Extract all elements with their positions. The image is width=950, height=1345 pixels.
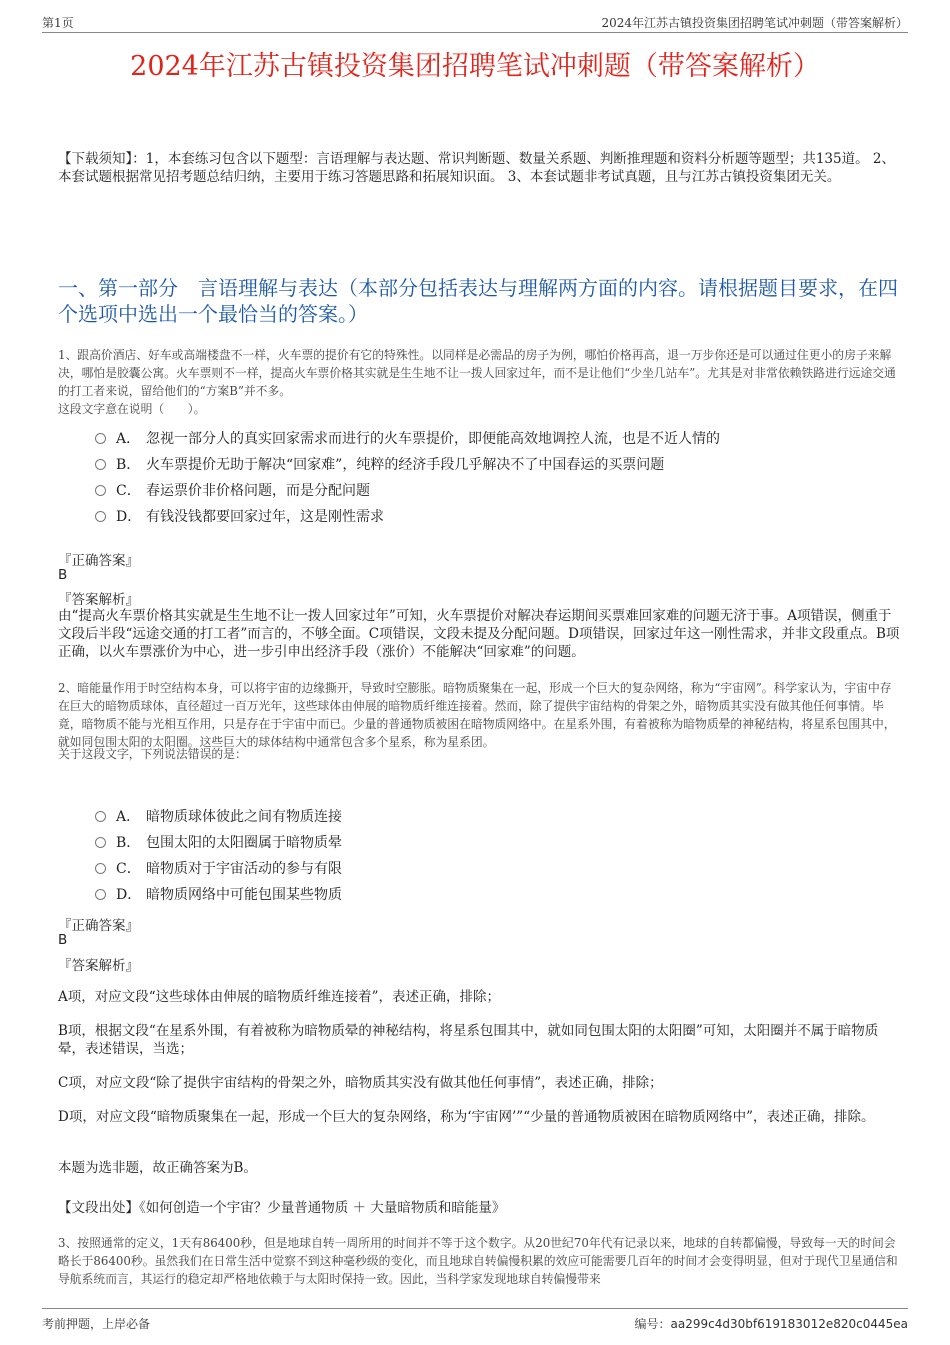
q1-options (95, 426, 875, 530)
radio-icon[interactable] (95, 433, 106, 444)
q2-analysis-c: C项，对应文段“除了提供宇宙结构的骨架之外，暗物质其实没有做其他任何事情”，表述正确，排除； (58, 1075, 663, 1091)
q2-ask: 关于这段文字，下列说法错误的是： (58, 747, 247, 761)
q1-analysis-label: 『答案解析』 (58, 592, 139, 608)
header-doc-title: 2024年江苏古镇投资集团招聘笔试冲刺题（带答案解析） (601, 16, 908, 30)
q2-analysis-label: 『答案解析』 (58, 958, 139, 974)
radio-icon[interactable] (95, 459, 106, 470)
radio-icon[interactable] (95, 485, 106, 496)
page-number: 第1页 (42, 16, 74, 30)
page-footer (42, 1308, 908, 1333)
q1-analysis: 由“提高火车票价格其实就是生生地不让一拨人回家过年”可知，火车票提价对解决春运期间买票难回家难的问题无济于事。A项错误，侧重于文段后半段“远途交通的打工者”而言的，不够全面。C项错误，文段未提及分配问题。D项错误，回家过年这一刚性需求，并非文段重点。B项正确，以火车票涨价为中心，进一步引申出经济手段（涨价）不能解决“回家难”的问题。 (58, 608, 900, 660)
radio-icon[interactable] (95, 511, 106, 522)
footer-slogan: 考前押题，上岸必备 (42, 1317, 151, 1331)
q2-answer: B (58, 932, 68, 948)
radio-icon[interactable] (95, 811, 106, 822)
q2-analysis-b: B项，根据文段“在星系外围，有着被称为暗物质晕的神秘结构，将星系包围其中，就如同包围太阳的太阳圈”可知，太阳圈并不属于暗物质晕，表述错误，当选； (58, 1023, 879, 1057)
q1-answer: B (58, 567, 68, 583)
q2-option-a[interactable]: A． 暗物质球体彼此之间有物质连接 (95, 804, 875, 830)
q1-option-d[interactable]: D． 有钱没钱都要回家过年，这是刚性需求 (95, 504, 875, 530)
q2-analysis-d: D项，对应文段“暗物质聚集在一起，形成一个巨大的复杂网络，称为‘宇宙网’”“少量的普通物质被困在暗物质网络中”，表述正确，排除。 (58, 1109, 875, 1125)
footer-code: 编号：aa299c4d30bf619183012e820c0445ea (634, 1317, 908, 1331)
page-header (42, 10, 908, 33)
radio-icon[interactable] (95, 837, 106, 848)
doc-code: aa299c4d30bf619183012e820c0445ea (670, 1317, 908, 1331)
q2-option-b[interactable]: B． 包围太阳的太阳圈属于暗物质晕 (95, 830, 875, 856)
q1-option-b[interactable]: B． 火车票提价无助于解决“回家难”，纯粹的经济手段几乎解决不了中国春运的买票问题 (95, 452, 875, 478)
q2-option-d[interactable]: D． 暗物质网络中可能包围某些物质 (95, 882, 875, 908)
q2-options (95, 804, 875, 908)
section-heading: 一、第一部分 言语理解与表达（本部分包括表达与理解两方面的内容。请根据题目要求，在四个选项中选出一个最恰当的答案。） (58, 276, 898, 326)
q2-stem: 2、暗能量作用于时空结构本身，可以将宇宙的边缘撕开，导致时空膨胀。暗物质聚集在一起，形成一个巨大的复杂网络，称为“宇宙网”。科学家认为，宇宙中存在巨大的暗物质球体，直径超过一百万光年，这些球体由伸展的暗物质纤维连接着。然而，除了提供宇宙结构的骨架之外，暗物质其实没有做其他任何事情。毕竟，暗物质不能与光相互作用，只是存在于宇宙中而已。少量的普通物质被困在暗物质网络中。在星系外围，有着被称为暗物质晕的神秘结构，将星系包围其中，就如同包围太阳的太阳圈。这些巨大的球体结构中通常包含多个星系，称为星系团。 (58, 681, 896, 749)
q1-answer-label: 『正确答案』 (58, 553, 139, 569)
q2-option-c[interactable]: C． 暗物质对于宇宙活动的参与有限 (95, 856, 875, 882)
download-notice: 【下载须知】：1，本套练习包含以下题型：言语理解与表达题、常识判断题、数量关系题、判断推理题和资料分析题等题型；共135道。 2、本套试题根据常见招考题总结归纳，主要用于练习答题思路和拓展知识面。 3、本套试题非考试真题，且与江苏古镇投资集团无关。 (58, 151, 895, 185)
q3-stem: 3、按照通常的定义，1天有86400秒，但是地球自转一周所用的时间并不等于这个数字。从20世纪70年代有记录以来，地球的自转都偏慢，导致每一天的时间会略长于86400秒。虽然我们在日常生活中觉察不到这种毫秒级的变化，而且地球自转偏慢积累的效应可能需要几百年的时间才会变得明显，但对于现代卫星通信和导航系统而言，其运行的稳定却严格地依赖于与太阳时保持一致。因此，当科学家发现地球自转偏慢带来 (58, 1236, 898, 1286)
q2-source: 【文段出处】《如何创造一个宇宙？少量普通物质 ＋ 大量暗物质和暗能量》 (58, 1200, 506, 1216)
document-title: 2024年江苏古镇投资集团招聘笔试冲刺题（带答案解析） (130, 51, 820, 82)
radio-icon[interactable] (95, 889, 106, 900)
q1-ask: 这段文字意在说明（ ）。 (58, 402, 206, 416)
q1-option-a[interactable]: A． 忽视一部分人的真实回家需求而进行的火车票提价，即便能高效地调控人流，也是不近人情的 (95, 426, 875, 452)
q2-answer-label: 『正确答案』 (58, 918, 139, 934)
q2-conclusion: 本题为选非题，故正确答案为B。 (58, 1160, 257, 1176)
q1-option-c[interactable]: C． 春运票价非价格问题，而是分配问题 (95, 478, 875, 504)
q2-analysis-a: A项，对应文段“这些球体由伸展的暗物质纤维连接着”，表述正确，排除； (58, 989, 501, 1005)
q1-stem: 1、跟高价酒店、好车或高端楼盘不一样，火车票的提价有它的特殊性。以同样是必需品的房子为例，哪怕价格再高，退一万步你还是可以通过住更小的房子来解决，哪怕是胶囊公寓。火车票则不一样，提高火车票价格其实就是生生地不让一拨人回家过年，而不是让他们“少坐几站车”。尤其是对非常依赖铁路进行远途交通的打工者来说，留给他们的“方案B”并不多。 这段文字意在说明（ ）。 (58, 348, 896, 416)
radio-icon[interactable] (95, 863, 106, 874)
